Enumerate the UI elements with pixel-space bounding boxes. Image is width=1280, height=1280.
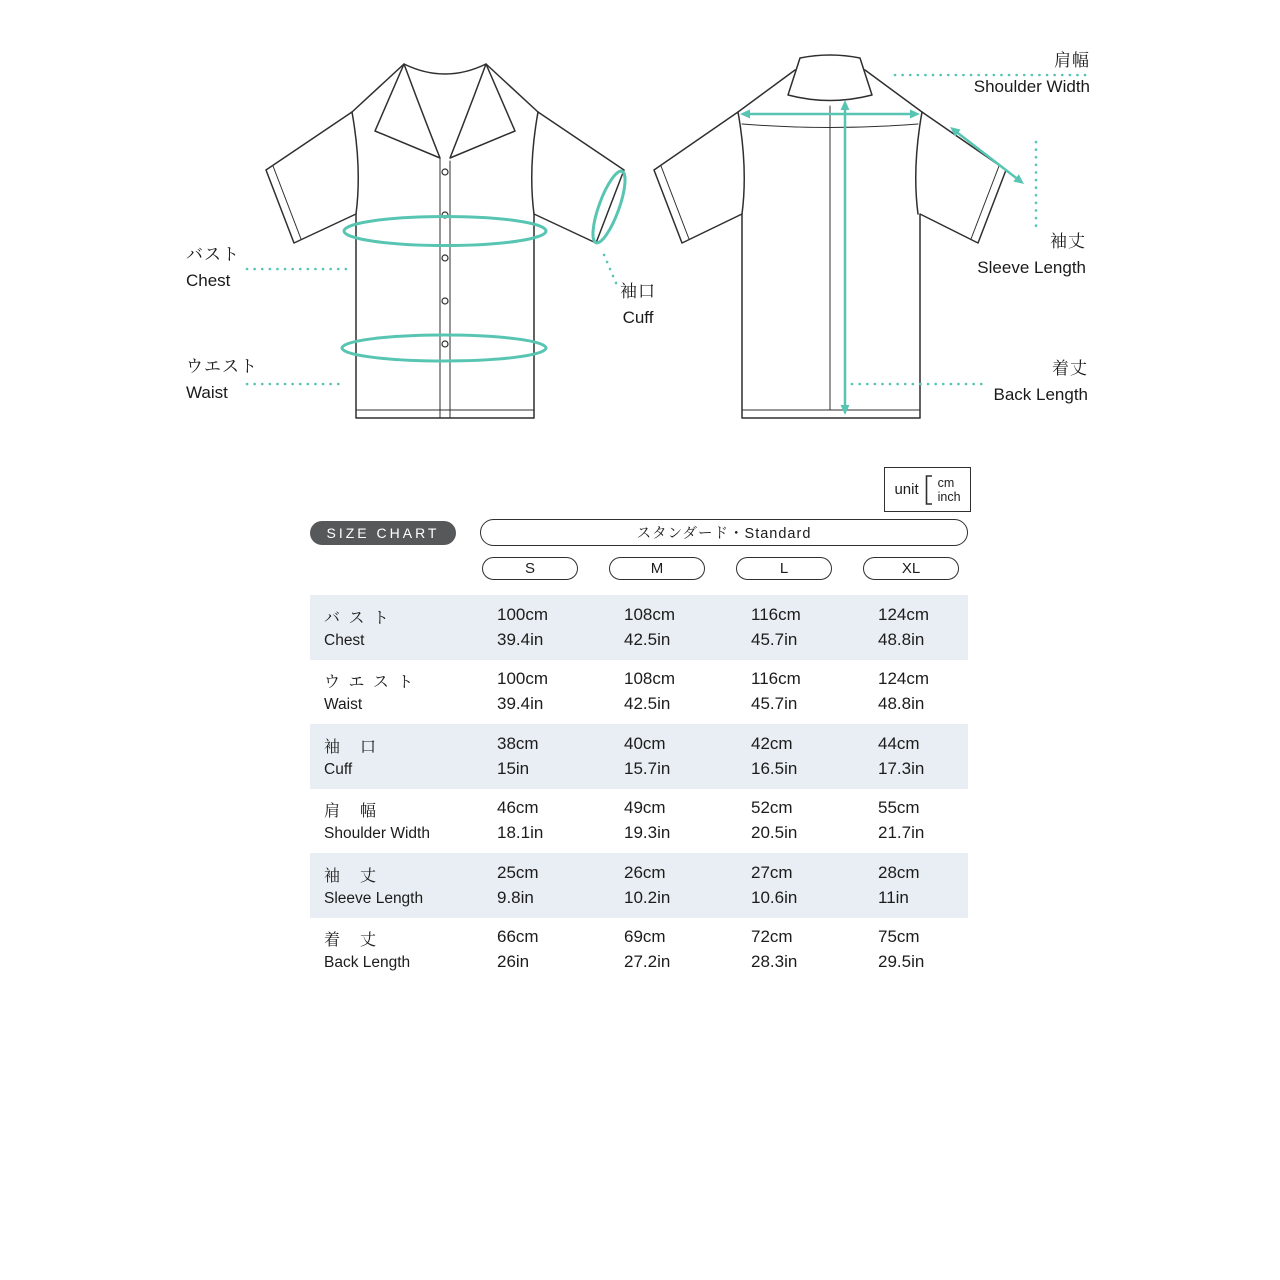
row-label-en: Chest (324, 631, 365, 649)
row-label-en: Waist (324, 696, 363, 714)
value-inch: 39.4in (497, 629, 544, 649)
value-inch: 39.4in (497, 694, 544, 714)
table-row-cuff (310, 724, 968, 789)
label-cuff-en: Cuff (622, 308, 654, 327)
value-inch: 20.5in (751, 823, 798, 843)
table-row-waist (310, 660, 968, 725)
label-waist-en: Waist (186, 383, 228, 402)
value-inch: 9.8in (497, 887, 534, 907)
row-label (310, 853, 460, 918)
label-sleeve-length-en: Sleeve Length (977, 258, 1086, 277)
cell-cuff-m (587, 724, 714, 789)
cell-waist-xl (841, 660, 968, 725)
size-pill-s: S (482, 557, 578, 580)
variant-pill: スタンダード・Standard (480, 519, 968, 546)
label-chest-jp: バスト (186, 245, 240, 264)
value-inch: 45.7in (751, 629, 798, 649)
value-cm: 52cm (751, 798, 793, 818)
value-cm: 116cm (751, 669, 801, 689)
cell-waist-m (587, 660, 714, 725)
cell-sleeve-s (460, 853, 587, 918)
value-inch: 11in (878, 887, 909, 907)
label-waist-jp: ウエスト (186, 357, 258, 376)
value-cm: 42cm (751, 733, 793, 753)
row-label-jp: 袖 丈 (324, 867, 379, 885)
table-row-sleeve-length (310, 853, 968, 918)
label-shoulder-width-en: Shoulder Width (973, 77, 1090, 96)
value-cm: 26cm (624, 862, 666, 882)
row-label-jp: ウ エ ス ト (324, 674, 416, 692)
value-cm: 124cm (878, 669, 930, 689)
shirt-front-drawing (266, 64, 624, 418)
label-waist (186, 356, 258, 404)
cell-shoulder-xl (841, 789, 968, 854)
row-label-jp: 着 丈 (324, 932, 379, 950)
value-inch: 42.5in (624, 694, 671, 714)
value-inch: 48.8in (878, 629, 925, 649)
value-cm: 69cm (624, 927, 666, 947)
cell-chest-m (587, 595, 714, 660)
value-inch: 16.5in (751, 758, 798, 778)
size-pill-m: M (609, 557, 705, 580)
value-cm: 38cm (497, 733, 539, 753)
row-label-en: Sleeve Length (324, 889, 424, 907)
row-label-en: Shoulder Width (324, 825, 430, 843)
label-chest-en: Chest (186, 271, 231, 290)
value-cm: 28cm (878, 862, 920, 882)
value-inch: 28.3in (751, 952, 798, 972)
value-cm: 25cm (497, 862, 539, 882)
cuff-leader-line (602, 250, 616, 283)
value-cm: 40cm (624, 733, 666, 753)
value-cm: 108cm (624, 604, 676, 624)
value-inch: 15in (497, 758, 530, 778)
value-inch: 17.3in (878, 758, 925, 778)
unit-cm: cm (937, 475, 955, 490)
value-cm: 46cm (497, 798, 539, 818)
value-inch: 10.6in (751, 887, 798, 907)
row-label-en: Cuff (324, 760, 353, 778)
cell-back-l (714, 918, 841, 983)
cell-back-s (460, 918, 587, 983)
label-chest (186, 244, 240, 292)
value-inch: 18.1in (497, 823, 544, 843)
size-chart-table (310, 595, 968, 982)
value-cm: 72cm (751, 927, 793, 947)
value-cm: 49cm (624, 798, 666, 818)
size-pill-l: L (736, 557, 832, 580)
value-inch: 21.7in (878, 823, 925, 843)
unit-bracket-icon (924, 474, 933, 506)
label-shoulder-width-jp: 肩幅 (1054, 51, 1090, 70)
table-row-back-length (310, 918, 968, 983)
label-back-length (888, 358, 1088, 406)
table-row-shoulder-width (310, 789, 968, 854)
cell-sleeve-l (714, 853, 841, 918)
row-label-jp: 肩 幅 (324, 803, 379, 821)
label-sleeve-length-jp: 袖丈 (1050, 232, 1086, 251)
value-cm: 44cm (878, 733, 920, 753)
row-label (310, 918, 460, 983)
cell-waist-l (714, 660, 841, 725)
value-inch: 29.5in (878, 952, 925, 972)
value-cm: 75cm (878, 927, 920, 947)
unit-indicator (884, 467, 971, 512)
size-pill-xl: XL (863, 557, 959, 580)
value-inch: 45.7in (751, 694, 798, 714)
row-label (310, 660, 460, 725)
value-cm: 100cm (497, 669, 549, 689)
cell-chest-l (714, 595, 841, 660)
value-inch: 42.5in (624, 629, 671, 649)
label-cuff (596, 281, 680, 329)
value-cm: 124cm (878, 604, 930, 624)
value-cm: 27cm (751, 862, 793, 882)
unit-inch: inch (937, 489, 961, 504)
value-inch: 15.7in (624, 758, 671, 778)
cell-cuff-xl (841, 724, 968, 789)
row-label (310, 789, 460, 854)
label-sleeve-length (886, 231, 1086, 279)
value-cm: 108cm (624, 669, 676, 689)
cell-back-m (587, 918, 714, 983)
cell-shoulder-s (460, 789, 587, 854)
size-chart-badge: SIZE CHART (310, 521, 456, 545)
unit-label: unit (894, 481, 919, 498)
cell-sleeve-xl (841, 853, 968, 918)
label-back-length-jp: 着丈 (1052, 359, 1088, 378)
value-inch: 48.8in (878, 694, 925, 714)
label-shoulder-width (890, 50, 1090, 98)
row-label-jp: バ ス ト (324, 609, 391, 627)
value-inch: 19.3in (624, 823, 671, 843)
value-inch: 26in (497, 952, 530, 972)
cell-cuff-s (460, 724, 587, 789)
row-label (310, 724, 460, 789)
row-label (310, 595, 460, 660)
cell-waist-s (460, 660, 587, 725)
value-cm: 100cm (497, 604, 549, 624)
cell-sleeve-m (587, 853, 714, 918)
row-label-en: Back Length (324, 954, 411, 972)
label-cuff-jp: 袖口 (620, 282, 656, 301)
cell-chest-xl (841, 595, 968, 660)
value-cm: 55cm (878, 798, 920, 818)
cell-back-xl (841, 918, 968, 983)
cell-chest-s (460, 595, 587, 660)
cell-cuff-l (714, 724, 841, 789)
row-label-jp: 袖 口 (324, 738, 379, 756)
table-row-chest (310, 595, 968, 660)
value-inch: 10.2in (624, 887, 671, 907)
unit-options (938, 476, 961, 504)
label-back-length-en: Back Length (993, 385, 1088, 404)
value-cm: 66cm (497, 927, 539, 947)
value-inch: 27.2in (624, 952, 671, 972)
value-cm: 116cm (751, 604, 801, 624)
cell-shoulder-l (714, 789, 841, 854)
back-collar (788, 55, 872, 101)
cell-shoulder-m (587, 789, 714, 854)
